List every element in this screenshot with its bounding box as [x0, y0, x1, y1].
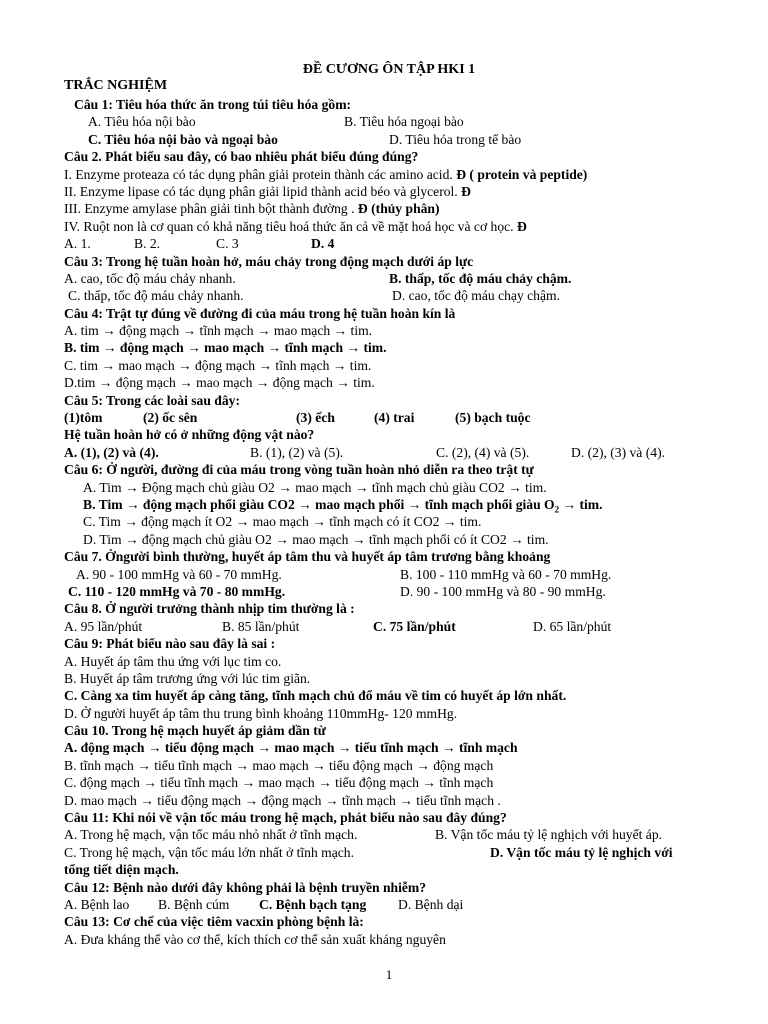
question-11-row-1	[64, 826, 724, 843]
q2-statement-4	[64, 218, 724, 235]
q7-option-b: B. 100 - 110 mmHg và 60 - 70 mmHg.	[400, 566, 612, 582]
q2-statement-3	[64, 200, 724, 217]
document-title: ĐỀ CƯƠNG ÔN TẬP HKI 1	[302, 62, 476, 77]
q3-option-d: D. cao, tốc độ máu chạy chậm.	[392, 288, 560, 304]
q11-option-d: D. Vận tốc máu tỷ lệ nghịch với	[490, 844, 673, 860]
q2-statement-1-note: Đ ( protein và peptide)	[456, 166, 588, 182]
q2-statement-1	[64, 166, 724, 183]
question-6-stem: Câu 6: Ở người, đường đi của máu trong vòng tuần hoàn nhỏ diễn ra theo trật tự	[64, 462, 534, 478]
q2-statement-1-text: I. Enzyme proteaza có tác dụng phân giải protein thành các amino acid.	[64, 166, 453, 182]
question-9-stem: Câu 9: Phát biểu nào sau đây là sai :	[64, 636, 276, 652]
q5-species-1: (1)tôm	[64, 410, 103, 426]
q6-option-b	[64, 496, 724, 513]
q6-option-c: C. Tim → động mạch ít O2 → mao mạch → tĩnh mạch có ít CO2 → tim.	[83, 514, 482, 530]
q2-statement-2-text: II. Enzyme lipase có tác dụng phân giải lipid thành acid béo và glycerol.	[64, 183, 458, 199]
q5-option-a: A. (1), (2) và (4).	[64, 444, 159, 460]
q1-option-d: D. Tiêu hóa trong tế bào	[389, 131, 522, 147]
question-7-row-2	[64, 583, 724, 600]
q9-option-a: A. Huyết áp tâm thu ứng với lục tim co.	[64, 653, 282, 669]
q5-option-b: B. (1), (2) và (5).	[250, 444, 344, 460]
question-3-row-2	[64, 287, 724, 304]
question-8-options	[64, 618, 724, 635]
question-11-stem: Câu 11: Khi nói về vận tốc máu trong hệ mạch, phát biểu nào sau đây đúng?	[64, 810, 507, 826]
q2-statement-2-note: Đ	[461, 183, 471, 199]
q4-option-b: B. tim → động mạch → mao mạch → tĩnh mạch → tim.	[64, 340, 387, 356]
q1-option-a: A. Tiêu hóa nội bào	[88, 114, 196, 130]
question-5-options	[64, 444, 724, 461]
q2-statement-4-text: IV. Ruột non là cơ quan có khả năng tiêu hoá thức ăn cả về mặt hoá học và cơ học.	[64, 218, 514, 234]
q12-option-b: B. Bệnh cúm	[158, 896, 230, 912]
q9-option-d: D. Ở người huyết áp tâm thu trung bình khoảng 110mmHg- 120 mmHg.	[64, 705, 458, 721]
q6-option-b-text: B. Tim → động mạch phổi giàu CO2 → mao mạch phổi → tĩnh mạch phổi giàu O	[83, 496, 555, 512]
question-8-stem: Câu 8. Ở người trưởng thành nhịp tim thường là :	[64, 601, 355, 617]
q2-option-c: C. 3	[216, 236, 239, 252]
q4-option-c: C. tim → mao mạch → động mạch → tĩnh mạch → tim.	[64, 357, 372, 373]
question-4-stem: Câu 4: Trật tự đúng về đường đi của máu trong hệ tuần hoàn kín là	[64, 305, 456, 321]
q3-option-b: B. thấp, tốc độ máu chảy chậm.	[389, 270, 572, 286]
q5-ask: Hệ tuần hoàn hở có ở những động vật nào?	[64, 427, 315, 443]
q2-statement-4-note: Đ	[516, 218, 527, 234]
q2-statement-3-text: III. Enzyme amylase phân giải tinh bột thành đường .	[64, 201, 355, 217]
q5-species-row	[64, 409, 724, 426]
q13-option-a: A. Đưa kháng thể vào cơ thể, kích thích cơ thể sản xuất kháng nguyên	[64, 931, 446, 947]
question-12-options	[64, 896, 724, 913]
question-2-options	[64, 235, 724, 252]
q5-option-d: D. (2), (3) và (4).	[571, 444, 665, 460]
q7-option-d: D. 90 - 100 mmHg và 80 - 90 mmHg.	[400, 583, 606, 599]
q12-option-a: A. Bệnh lao	[64, 896, 130, 912]
q5-species-3: (3) ếch	[296, 410, 335, 426]
q11-option-d-continued: tổng tiết diện mạch.	[64, 862, 179, 878]
section-heading: TRẮC NGHIỆM	[64, 78, 168, 93]
q8-option-a: A. 95 lần/phút	[64, 618, 143, 634]
question-2-stem: Câu 2. Phát biểu sau đây, có bao nhiêu phát biểu đúng đúng?	[64, 149, 419, 165]
q8-option-d: D. 65 lần/phút	[533, 618, 612, 634]
q12-option-d: D. Bệnh dại	[398, 896, 464, 912]
question-list	[64, 96, 724, 948]
q6-option-b-end: → tim.	[559, 496, 603, 512]
q10-option-c: C. động mạch → tiểu tĩnh mạch → mao mạch → tiểu động mạch → tĩnh mạch	[64, 775, 494, 791]
q1-option-c: C. Tiêu hóa nội bào và ngoại bào	[88, 131, 278, 147]
q7-option-a: A. 90 - 100 mmHg và 60 - 70 mmHg.	[76, 566, 282, 582]
q10-option-d: D. mao mạch → tiểu động mạch → động mạch → tĩnh mạch → tiểu tĩnh mạch .	[64, 792, 501, 808]
q2-option-d: D. 4	[311, 236, 335, 252]
q6-option-d: D. Tim → động mạch chủ giàu O2 → mao mạch → tĩnh mạch phổi có ít CO2 → tim.	[83, 531, 549, 547]
q4-option-a: A. tim → động mạch → tĩnh mạch → mao mạch → tim.	[64, 323, 373, 339]
q11-option-a: A. Trong hệ mạch, vận tốc máu nhỏ nhất ở tĩnh mạch.	[64, 827, 358, 843]
question-5-stem: Câu 5: Trong các loài sau đây:	[64, 392, 240, 408]
question-13-stem: Câu 13: Cơ chế của việc tiêm vacxin phòng bệnh là:	[64, 914, 364, 930]
page-number: 1	[385, 967, 393, 982]
q4-option-d: D.tim → động mạch → mao mạch → động mạch → tim.	[64, 375, 375, 391]
q2-statement-2	[64, 183, 724, 200]
q5-species-2: (2) ốc sên	[143, 410, 198, 426]
q9-option-b: B. Huyết áp tâm trương ứng với lúc tim giãn.	[64, 670, 311, 686]
question-7-row-1	[64, 566, 724, 583]
q8-option-c: C. 75 lần/phút	[373, 618, 456, 634]
q10-option-a: A. động mạch → tiểu động mạch → mao mạch → tiểu tĩnh mạch → tĩnh mạch	[64, 740, 518, 756]
q11-option-c: C. Trong hệ mạch, vận tốc máu lớn nhất ở tĩnh mạch.	[64, 844, 354, 860]
q7-option-c: C. 110 - 120 mmHg và 70 - 80 mmHg.	[68, 583, 286, 599]
q11-option-b: B. Vận tốc máu tỷ lệ nghịch với huyết áp.	[435, 827, 663, 843]
q10-option-b: B. tĩnh mạch → tiểu tĩnh mạch → mao mạch → tiểu động mạch → động mạch	[64, 757, 494, 773]
question-3-stem: Câu 3: Trong hệ tuần hoàn hở, máu chảy trong động mạch dưới áp lực	[64, 253, 474, 269]
question-1-stem: Câu 1: Tiêu hóa thức ăn trong túi tiêu hóa gồm:	[74, 97, 352, 112]
q3-option-a: A. cao, tốc độ máu chảy nhanh.	[64, 270, 236, 286]
q5-option-c: C. (2), (4) và (5).	[436, 444, 530, 460]
q5-species-5: (5) bạch tuộc	[455, 410, 531, 426]
question-7-stem: Câu 7. Ởngười bình thường, huyết áp tâm thu và huyết áp tâm trương bằng khoảng	[64, 549, 551, 565]
q5-species-4: (4) trai	[374, 410, 415, 426]
question-1-row-1	[64, 113, 724, 130]
question-3-row-1	[64, 270, 724, 287]
q6-option-b-subscript: 2	[554, 504, 560, 515]
question-12-stem: Câu 12: Bệnh nào dưới đây không phải là bệnh truyền nhiễm?	[64, 879, 427, 895]
question-10-stem: Câu 10. Trong hệ mạch huyết áp giảm dần từ	[64, 723, 326, 739]
q2-statement-3-note: Đ (thủy phân)	[357, 201, 440, 217]
question-1-row-2	[64, 131, 724, 148]
q12-option-c: C. Bệnh bạch tạng	[259, 896, 367, 912]
q9-option-c: C. Càng xa tim huyết áp càng tăng, tĩnh mạch chủ đổ máu về tim có huyết áp lớn nhất.	[64, 688, 567, 704]
q3-option-c: C. thấp, tốc độ máu chảy nhanh.	[68, 288, 244, 304]
q6-option-a: A. Tim → Động mạch chủ giàu O2 → mao mạch → tĩnh mạch chủ giàu CO2 → tim.	[83, 479, 547, 495]
q8-option-b: B. 85 lần/phút	[222, 618, 300, 634]
q1-option-b: B. Tiêu hóa ngoại bào	[344, 114, 464, 130]
question-11-row-2	[64, 844, 724, 861]
q2-option-b: B. 2.	[134, 236, 161, 252]
q2-option-a: A. 1.	[64, 236, 91, 252]
